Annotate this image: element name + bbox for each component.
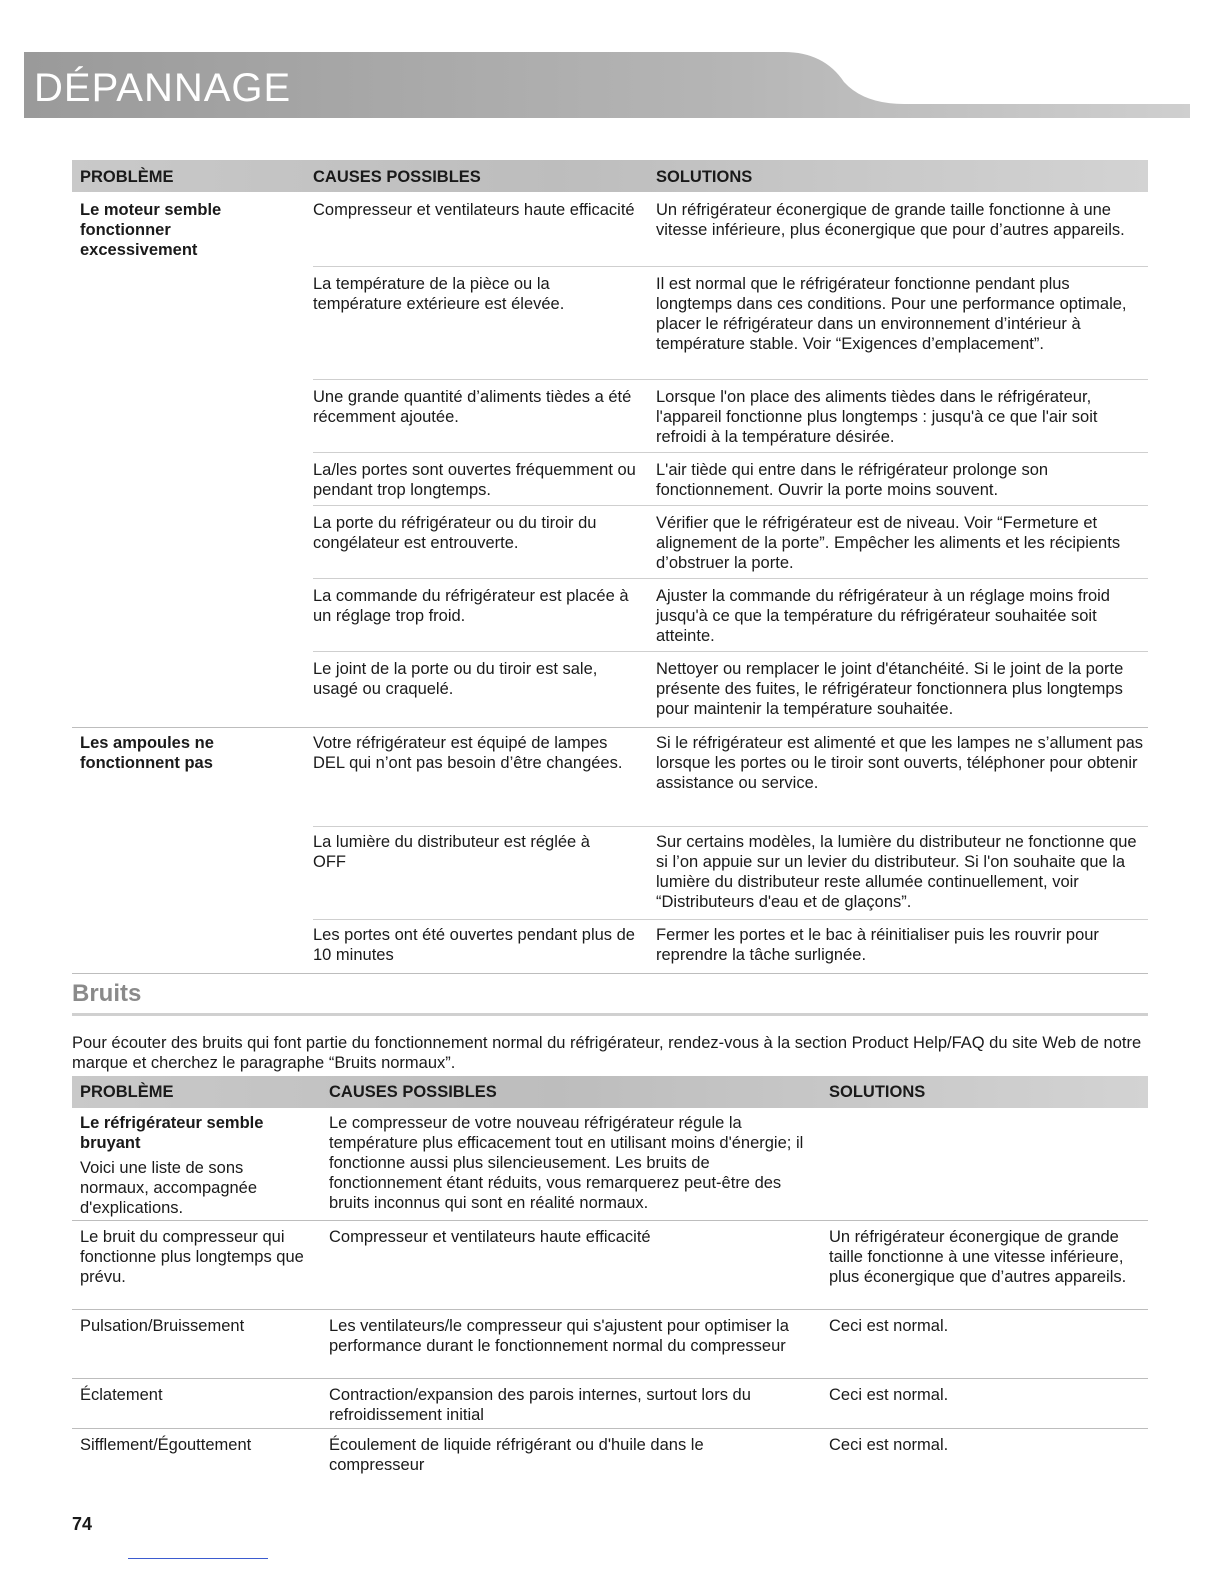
section-banner — [24, 52, 1190, 118]
troubleshooting-table — [72, 160, 1148, 192]
problem-bruyant: Le réfrigérateur semble bruyant — [80, 1114, 264, 1152]
solution-cell: Un réfrigérateur éconergique de grande taille fonctionne à une vitesse inférieure, plus éconergique que pour d’autres appareils. — [656, 201, 1125, 239]
cause-cell: Contraction/expansion des parois internes, surtout lors du refroidissement initial — [329, 1386, 751, 1424]
group-moteur — [72, 192, 1148, 727]
cause-cell: La/les portes sont ouvertes fréquemment ou pendant trop longtemps. — [313, 461, 636, 499]
solution-cell: Ceci est normal. — [829, 1317, 949, 1335]
group-ampoules — [72, 728, 1148, 973]
section-rule — [72, 1013, 1148, 1016]
cause-cell: Compresseur et ventilateurs haute efficacité — [313, 201, 635, 219]
solution-cell: Ajuster la commande du réfrigérateur à un réglage moins froid jusqu'à ce que la température du réfrigérateur souhaitée soit atteinte. — [656, 587, 1110, 645]
problem-cell: Le bruit du compresseur qui fonctionne plus longtemps que prévu. — [80, 1228, 304, 1286]
header-probleme: PROBLÈME — [80, 1083, 174, 1101]
cause-cell: Le joint de la porte ou du tiroir est sale, usagé ou craquelé. — [313, 660, 598, 698]
cause-cell: Votre réfrigérateur est équipé de lampes DEL qui n’ont pas besoin d’être changées. — [313, 734, 623, 772]
table-header — [72, 1076, 1148, 1108]
table-row — [313, 919, 1148, 973]
cause-cell: Les ventilateurs/le compresseur qui s'ajustent pour optimiser la performance durant le fonctionnement normal du compresseur — [329, 1317, 789, 1355]
problem-ampoules: Les ampoules ne fonctionnent pas — [80, 734, 214, 772]
header-solutions: SOLUTIONS — [829, 1083, 926, 1101]
bruits-intro: Pour écouter des bruits qui font partie du fonctionnement normal du réfrigérateur, rendez-vous à la section Product Help/FAQ du site Web de notre marque et cherchez le paragraphe “Bruits normaux”. — [72, 1034, 1142, 1072]
cause-cell: La température de la pièce ou la température extérieure est élevée. — [313, 275, 565, 313]
solution-cell: Fermer les portes et le bac à réinitialiser puis les rouvrir pour reprendre la tâche surlignée. — [656, 926, 1099, 964]
header-solutions: SOLUTIONS — [656, 168, 753, 186]
solution-cell: Nettoyer ou remplacer le joint d'étanchéité. Si le joint de la porte présente des fuites, le réfrigérateur fonctionnera plus longtemps pour maintenir la température souhaitée. — [656, 660, 1124, 718]
problem-cell: Éclatement — [80, 1386, 163, 1404]
solution-cell: L'air tiède qui entre dans le réfrigérateur prolonge son fonctionnement. Ouvrir la porte moins souvent. — [656, 461, 1049, 499]
solution-cell: Il est normal que le réfrigérateur fonctionne pendant plus longtemps dans ces conditions. Pour une performance optimale, placer le réfrigérateur dans un environnement d’intérieur à température stable. Voir “Exigences d’emplacement”. — [656, 275, 1127, 353]
divider — [72, 973, 1148, 974]
problem-cell: Pulsation/Bruissement — [80, 1317, 245, 1335]
table-row — [313, 578, 1148, 652]
table-row — [72, 1379, 1148, 1429]
cause-cell: La lumière du distributeur est réglée à OFF — [313, 833, 590, 871]
solution-cell: Un réfrigérateur éconergique de grande taille fonctionne à une vitesse inférieure, plus éconergique que d’autres appareils. — [829, 1228, 1127, 1286]
table-row — [72, 1429, 1148, 1479]
cause-cell: Écoulement de liquide réfrigérant ou d'huile dans le compresseur — [329, 1436, 704, 1474]
header-causes: CAUSES POSSIBLES — [313, 168, 481, 186]
problem-moteur: Le moteur semble fonctionner excessivement — [80, 201, 222, 259]
cause-cell: La commande du réfrigérateur est placée à un réglage trop froid. — [313, 587, 629, 625]
table-row — [313, 728, 1148, 827]
table-row — [313, 651, 1148, 727]
table-row — [313, 505, 1148, 579]
table-row — [313, 826, 1148, 920]
solution-cell: Ceci est normal. — [829, 1386, 949, 1404]
footer-link-underline — [128, 1558, 268, 1559]
solution-cell: Lorsque l'on place des aliments tièdes dans le réfrigérateur, l'appareil fonctionne plus longtemps : jusqu'à ce que l'air soit refroidi à la température désirée. — [656, 388, 1098, 446]
header-causes: CAUSES POSSIBLES — [329, 1083, 497, 1101]
solution-cell: Vérifier que le réfrigérateur est de niveau. Voir “Fermeture et alignement de la porte”. Empêcher les aliments et les récipients d’obstruer la porte. — [656, 514, 1121, 572]
table-row — [313, 266, 1148, 380]
problem-note: Voici une liste de sons normaux, accompagnée d'explications. — [80, 1159, 258, 1217]
table-row — [72, 1108, 1148, 1221]
table-row — [313, 192, 1148, 267]
problem-cell: Sifflement/Égouttement — [80, 1436, 252, 1454]
cause-cell: Le compresseur de votre nouveau réfrigérateur régule la température plus efficacement tout en utilisant moins d'énergie; il fonctionne aussi plus silencieusement. Les bruits de fonctionnement étant réduits, vous remarquerez peut-être des bruits inconnus qui sont en réalité normaux. — [329, 1114, 804, 1212]
table-row — [313, 452, 1148, 506]
table-row — [72, 1310, 1148, 1379]
cause-cell: Compresseur et ventilateurs haute efficacité — [329, 1228, 651, 1246]
cause-cell: Une grande quantité d’aliments tièdes a été récemment ajoutée. — [313, 388, 632, 426]
solution-cell: Si le réfrigérateur est alimenté et que les lampes ne s’allument pas lorsque les portes ou le tiroir sont ouverts, téléphoner pour obtenir assistance ou service. — [656, 734, 1143, 792]
header-probleme: PROBLÈME — [80, 168, 174, 186]
table-header — [72, 160, 1148, 192]
cause-cell: La porte du réfrigérateur ou du tiroir du congélateur est entrouverte. — [313, 514, 597, 552]
page-number: 74 — [72, 1514, 93, 1534]
table-row — [72, 1221, 1148, 1310]
solution-cell: Sur certains modèles, la lumière du distributeur ne fonctionne que si l’on appuie sur un levier du distributeur. Si l'on souhaite que la lumière du distributeur reste allumée continuellement, voir “Distributeurs d'eau et de glaçons”. — [656, 833, 1137, 911]
cause-cell: Les portes ont été ouvertes pendant plus de 10 minutes — [313, 926, 635, 964]
page-title: DÉPANNAGE — [34, 66, 292, 110]
solution-cell: Ceci est normal. — [829, 1436, 949, 1454]
table-row — [313, 379, 1148, 453]
section-title-bruits: Bruits — [72, 980, 142, 1007]
